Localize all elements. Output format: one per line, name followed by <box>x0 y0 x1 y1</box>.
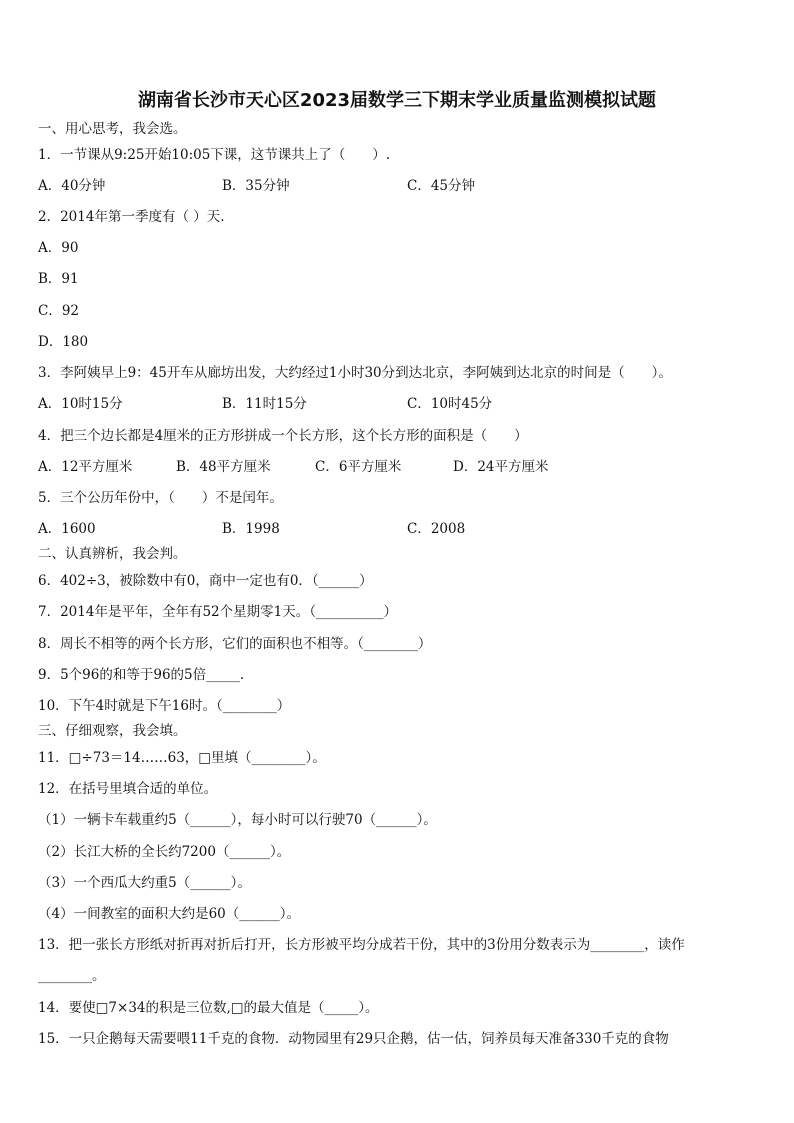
question-14: 14．要使□7×34的积是三位数,□的最大值是（_____）。 <box>38 1000 379 1016</box>
q4-option-d: D．24平方厘米 <box>453 459 549 475</box>
q5-option-a: A．1600 <box>38 521 96 537</box>
q4-option-b: B．48平方厘米 <box>176 459 271 475</box>
q4-option-a: A．12平方厘米 <box>38 459 133 475</box>
question-2: 2．2014年第一季度有（ ）天. <box>38 209 225 225</box>
question-3: 3．李阿姨早上9：45开车从廊坊出发，大约经过1小时30分到达北京，李阿姨到达北京的时间是（ ）。 <box>38 365 672 381</box>
q1-option-c: C．45分钟 <box>407 178 476 194</box>
q2-option-d: D．180 <box>38 334 89 350</box>
question-7: 7．2014年是平年，全年有52个星期零1天。（__________） <box>38 604 397 620</box>
q2-option-b: B．91 <box>38 271 79 287</box>
question-8: 8．周长不相等的两个长方形，它们的面积也不相等。（________） <box>38 636 432 652</box>
question-13-line-2: ________。 <box>38 968 106 984</box>
section-heading-3: 三、仔细观察，我会填。 <box>38 723 187 739</box>
q5-option-b: B．1998 <box>222 521 280 537</box>
question-11: 11．□÷73＝14……63，□里填（________）。 <box>38 750 326 766</box>
q3-option-b: B．11时15分 <box>222 396 307 412</box>
q1-option-b: B．35分钟 <box>222 178 290 194</box>
question-12: 12．在括号里填合适的单位。 <box>38 781 218 797</box>
q1-option-a: A．40分钟 <box>38 178 106 194</box>
question-12-part-3: （3）一个西瓜大约重5（______）。 <box>38 875 251 891</box>
q2-option-c: C．92 <box>38 303 80 319</box>
question-15: 15．一只企鹅每天需要喂11千克的食物．动物园里有29只企鹅，估一估，饲养员每天准备330千克的食物 <box>38 1031 669 1047</box>
q4-option-c: C．6平方厘米 <box>315 459 402 475</box>
section-heading-1: 一、用心思考，我会选。 <box>38 121 187 137</box>
question-13-line-1: 13．把一张长方形纸对折再对折后打开，长方形被平均分成若干份，其中的3份用分数表示为________，读作 <box>38 937 685 953</box>
question-5: 5．三个公历年份中，（ ）不是闰年。 <box>38 490 283 506</box>
question-1: 1．一节课从9:25开始10:05下课，这节课共上了（ ）. <box>38 147 391 163</box>
question-12-part-2: （2）长江大桥的全长约7200（______）。 <box>38 844 291 860</box>
q3-option-a: A．10时15分 <box>38 396 123 412</box>
question-6: 6．402÷3，被除数中有0，商中一定也有0．（______） <box>38 573 373 589</box>
question-4: 4．把三个边长都是4厘米的正方形拼成一个长方形，这个长方形的面积是（ ） <box>38 428 528 444</box>
q3-option-c: C．10时45分 <box>407 396 493 412</box>
q2-option-a: A．90 <box>38 240 79 256</box>
question-12-part-4: （4）一间教室的面积大约是60（______）。 <box>38 906 301 922</box>
page-title: 湖南省长沙市天心区2023届数学三下期末学业质量监测模拟试题 <box>137 90 657 111</box>
section-heading-2: 二、认真辨析，我会判。 <box>38 546 187 562</box>
question-9: 9．5个96的和等于96的5倍_____. <box>38 667 245 683</box>
question-10: 10．下午4时就是下午16时。（________） <box>38 698 291 714</box>
q5-option-c: C．2008 <box>407 521 466 537</box>
question-12-part-1: （1）一辆卡车载重约5（______），每小时可以行驶70（______）。 <box>38 812 437 828</box>
